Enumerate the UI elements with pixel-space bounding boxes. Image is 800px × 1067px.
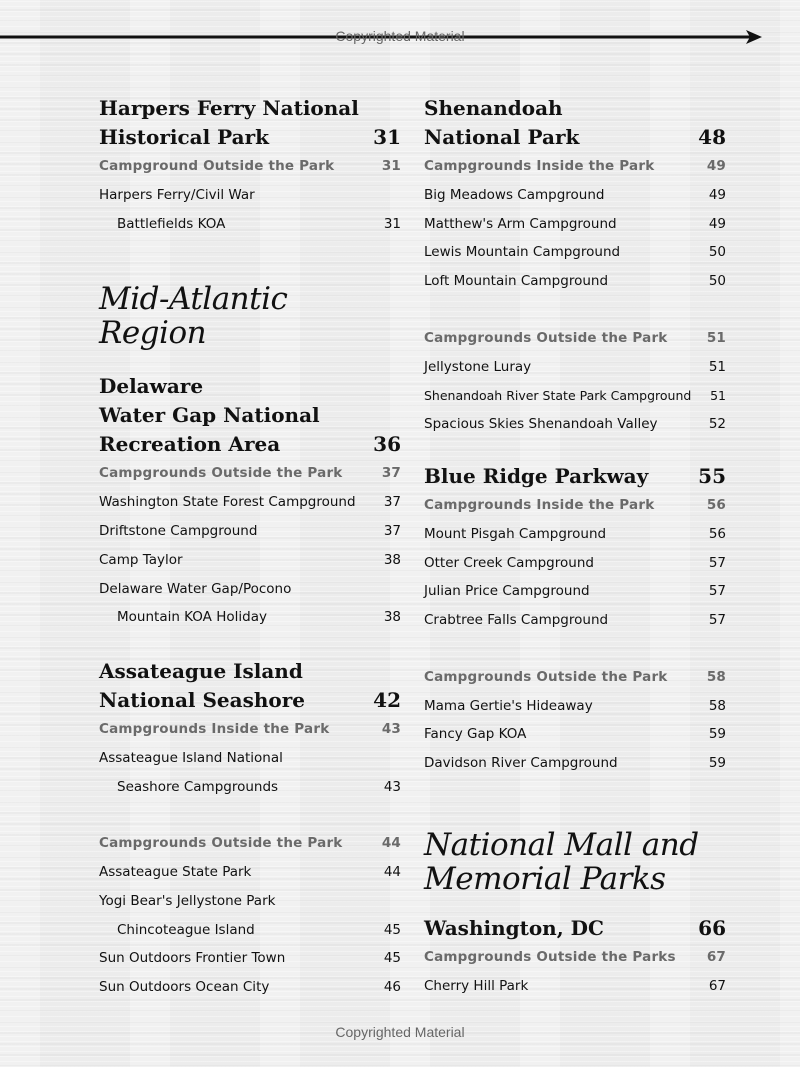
entry-label: Assateague Island National bbox=[99, 749, 283, 766]
page-number: 50 bbox=[708, 273, 726, 290]
park-shenandoah[interactable] bbox=[424, 94, 726, 152]
toc-entry[interactable] bbox=[99, 546, 401, 575]
entry-label: Jellystone Luray bbox=[424, 358, 532, 375]
entry-label: Loft Mountain Campground bbox=[424, 273, 609, 290]
toc-entry[interactable] bbox=[99, 181, 401, 238]
park-title: National Park bbox=[424, 125, 580, 149]
subheading-label: Campgrounds Outside the Park bbox=[99, 835, 343, 852]
entry-label: Mount Pisgah Campground bbox=[424, 525, 607, 542]
page-number: 56 bbox=[708, 525, 726, 542]
park-title: Harpers Ferry National bbox=[99, 96, 359, 120]
page-number: 51 bbox=[708, 358, 726, 375]
park-title: Delaware bbox=[99, 374, 204, 399]
toc-entry[interactable] bbox=[424, 353, 726, 382]
page-number: 31 bbox=[381, 158, 401, 174]
page-number: 57 bbox=[708, 612, 726, 629]
page-number: 37 bbox=[381, 465, 401, 482]
subheading[interactable] bbox=[424, 152, 726, 181]
page-number: 56 bbox=[706, 496, 726, 513]
subheading-label: Campgrounds Inside the Park bbox=[99, 720, 330, 737]
toc-entry[interactable] bbox=[424, 210, 726, 239]
toc-entry[interactable] bbox=[424, 181, 726, 210]
entry-label: Chincoteague Island bbox=[117, 921, 255, 938]
entry-label: Harpers Ferry/Civil War bbox=[99, 187, 255, 203]
watermark-bottom: Copyrighted Material bbox=[335, 1024, 465, 1040]
park-assateague-island[interactable] bbox=[99, 657, 401, 715]
toc-entry[interactable] bbox=[424, 549, 726, 578]
page-number: 57 bbox=[708, 554, 726, 571]
entry-label: Shenandoah River State Park Campground bbox=[424, 387, 692, 403]
entry-label: Otter Creek Campground bbox=[424, 554, 594, 571]
page-number: 31 bbox=[383, 215, 401, 232]
toc-entry[interactable] bbox=[424, 972, 726, 1001]
subheading-label: Campgrounds Outside the Parks bbox=[424, 948, 676, 965]
toc-entry[interactable] bbox=[99, 887, 401, 944]
region-heading: National Mall and bbox=[424, 826, 699, 863]
park-title: Water Gap National bbox=[99, 403, 320, 428]
region-heading: Memorial Parks bbox=[424, 860, 666, 897]
entry-label: Cherry Hill Park bbox=[424, 977, 529, 994]
toc-entry[interactable] bbox=[424, 267, 726, 296]
subheading[interactable] bbox=[99, 829, 401, 858]
entry-label: Mountain KOA Holiday bbox=[117, 609, 267, 626]
toc-entry[interactable] bbox=[424, 520, 726, 549]
entry-label: Battlefields KOA bbox=[117, 215, 226, 232]
subheading[interactable] bbox=[424, 324, 726, 353]
toc-entry[interactable] bbox=[424, 382, 726, 411]
entry-label: Matthew's Arm Campground bbox=[424, 215, 617, 232]
entry-label: Davidson River Campground bbox=[424, 755, 618, 772]
page-number: 37 bbox=[383, 494, 401, 511]
page-number: 38 bbox=[383, 609, 401, 626]
subheading[interactable] bbox=[99, 459, 401, 488]
page-number: 38 bbox=[383, 551, 401, 568]
park-title: Assateague Island bbox=[99, 658, 303, 683]
entry-label: Driftstone Campground bbox=[99, 523, 258, 540]
page-number: 59 bbox=[708, 755, 726, 772]
page-number: 51 bbox=[706, 329, 726, 346]
toc-right-column bbox=[424, 94, 726, 1001]
entry-label: Julian Price Campground bbox=[424, 583, 590, 600]
park-page-number: 48 bbox=[698, 125, 726, 149]
toc-entry[interactable] bbox=[424, 238, 726, 267]
entry-label: Camp Taylor bbox=[99, 551, 183, 568]
subheading-label: Campground Outside the Park bbox=[99, 158, 335, 174]
page-number: 52 bbox=[708, 416, 726, 433]
subheading[interactable] bbox=[424, 491, 726, 520]
toc-entry[interactable] bbox=[424, 410, 726, 439]
entry-label: Lewis Mountain Campground bbox=[424, 244, 621, 261]
park-title: Blue Ridge Parkway bbox=[424, 463, 649, 488]
watermark-top: Copyrighted Material bbox=[335, 28, 465, 44]
entry-label: Big Meadows Campground bbox=[424, 187, 605, 203]
park-blue-ridge-parkway[interactable] bbox=[424, 462, 726, 491]
toc-entry[interactable] bbox=[424, 720, 726, 749]
subheading[interactable] bbox=[99, 152, 401, 181]
park-title: Historical Park bbox=[99, 125, 270, 149]
page-number: 43 bbox=[381, 720, 401, 737]
toc-left-column bbox=[99, 94, 401, 1002]
page-number: 37 bbox=[383, 523, 401, 540]
entry-label: Mama Gertie's Hideaway bbox=[424, 697, 593, 714]
toc-entry[interactable] bbox=[99, 744, 401, 801]
page-number: 43 bbox=[383, 778, 401, 795]
park-page-number: 66 bbox=[698, 915, 726, 940]
park-page-number: 42 bbox=[373, 687, 401, 712]
park-title: Washington, DC bbox=[424, 915, 604, 940]
entry-label: Washington State Forest Campground bbox=[99, 494, 356, 511]
subheading-label: Campgrounds Inside the Park bbox=[424, 158, 655, 174]
page-number: 58 bbox=[708, 697, 726, 714]
page-number: 49 bbox=[708, 215, 726, 232]
page-number: 45 bbox=[383, 950, 401, 967]
park-title: Shenandoah bbox=[424, 96, 563, 120]
toc-entry[interactable] bbox=[99, 858, 401, 887]
park-page-number: 36 bbox=[373, 432, 401, 457]
page-number: 46 bbox=[383, 979, 401, 996]
entry-label: Yogi Bear's Jellystone Park bbox=[99, 893, 276, 910]
page-number: 49 bbox=[708, 187, 726, 203]
subheading-label: Campgrounds Outside the Park bbox=[99, 465, 343, 482]
toc-entry[interactable] bbox=[99, 575, 401, 632]
page-number: 45 bbox=[383, 921, 401, 938]
toc-entry[interactable] bbox=[424, 606, 726, 635]
park-washington-dc[interactable] bbox=[424, 914, 726, 943]
toc-entry[interactable] bbox=[424, 692, 726, 721]
park-title: Recreation Area bbox=[99, 432, 281, 457]
entry-label: Sun Outdoors Ocean City bbox=[99, 979, 270, 996]
subheading[interactable] bbox=[424, 663, 726, 692]
toc-entry[interactable] bbox=[99, 944, 401, 973]
page-number: 50 bbox=[708, 244, 726, 261]
park-title: National Seashore bbox=[99, 687, 306, 712]
toc-entry[interactable] bbox=[424, 749, 726, 778]
park-page-number: 31 bbox=[373, 125, 401, 149]
entry-label: Seashore Campgrounds bbox=[117, 778, 279, 795]
page-number: 44 bbox=[383, 864, 401, 881]
park-delaware-water-gap[interactable] bbox=[99, 372, 401, 459]
toc-entry[interactable] bbox=[99, 517, 401, 546]
page-number: 51 bbox=[710, 387, 726, 403]
subheading-label: Campgrounds Outside the Park bbox=[424, 329, 668, 346]
page-number: 44 bbox=[381, 835, 401, 852]
entry-label: Sun Outdoors Frontier Town bbox=[99, 950, 286, 967]
page-number: 58 bbox=[706, 668, 726, 685]
toc-entry[interactable] bbox=[424, 577, 726, 606]
subheading-label: Campgrounds Inside the Park bbox=[424, 496, 655, 513]
entry-label: Assateague State Park bbox=[99, 864, 252, 881]
entry-label: Crabtree Falls Campground bbox=[424, 612, 609, 629]
region-heading: Mid-Atlantic Region bbox=[99, 281, 288, 352]
entry-label: Delaware Water Gap/Pocono bbox=[99, 580, 292, 597]
page-number: 67 bbox=[708, 977, 726, 994]
page-number: 57 bbox=[708, 583, 726, 600]
park-page-number: 55 bbox=[698, 463, 726, 488]
entry-label: Spacious Skies Shenandoah Valley bbox=[424, 416, 658, 433]
subheading[interactable] bbox=[99, 715, 401, 744]
toc-entry[interactable] bbox=[99, 488, 401, 517]
page-number: 67 bbox=[706, 948, 726, 965]
subheading[interactable] bbox=[424, 943, 726, 972]
park-harpers-ferry[interactable] bbox=[99, 94, 401, 152]
subheading-label: Campgrounds Outside the Park bbox=[424, 668, 668, 685]
toc-entry[interactable] bbox=[99, 973, 401, 1002]
page-number: 49 bbox=[706, 158, 726, 174]
entry-label: Fancy Gap KOA bbox=[424, 726, 527, 743]
page-number: 59 bbox=[708, 726, 726, 743]
